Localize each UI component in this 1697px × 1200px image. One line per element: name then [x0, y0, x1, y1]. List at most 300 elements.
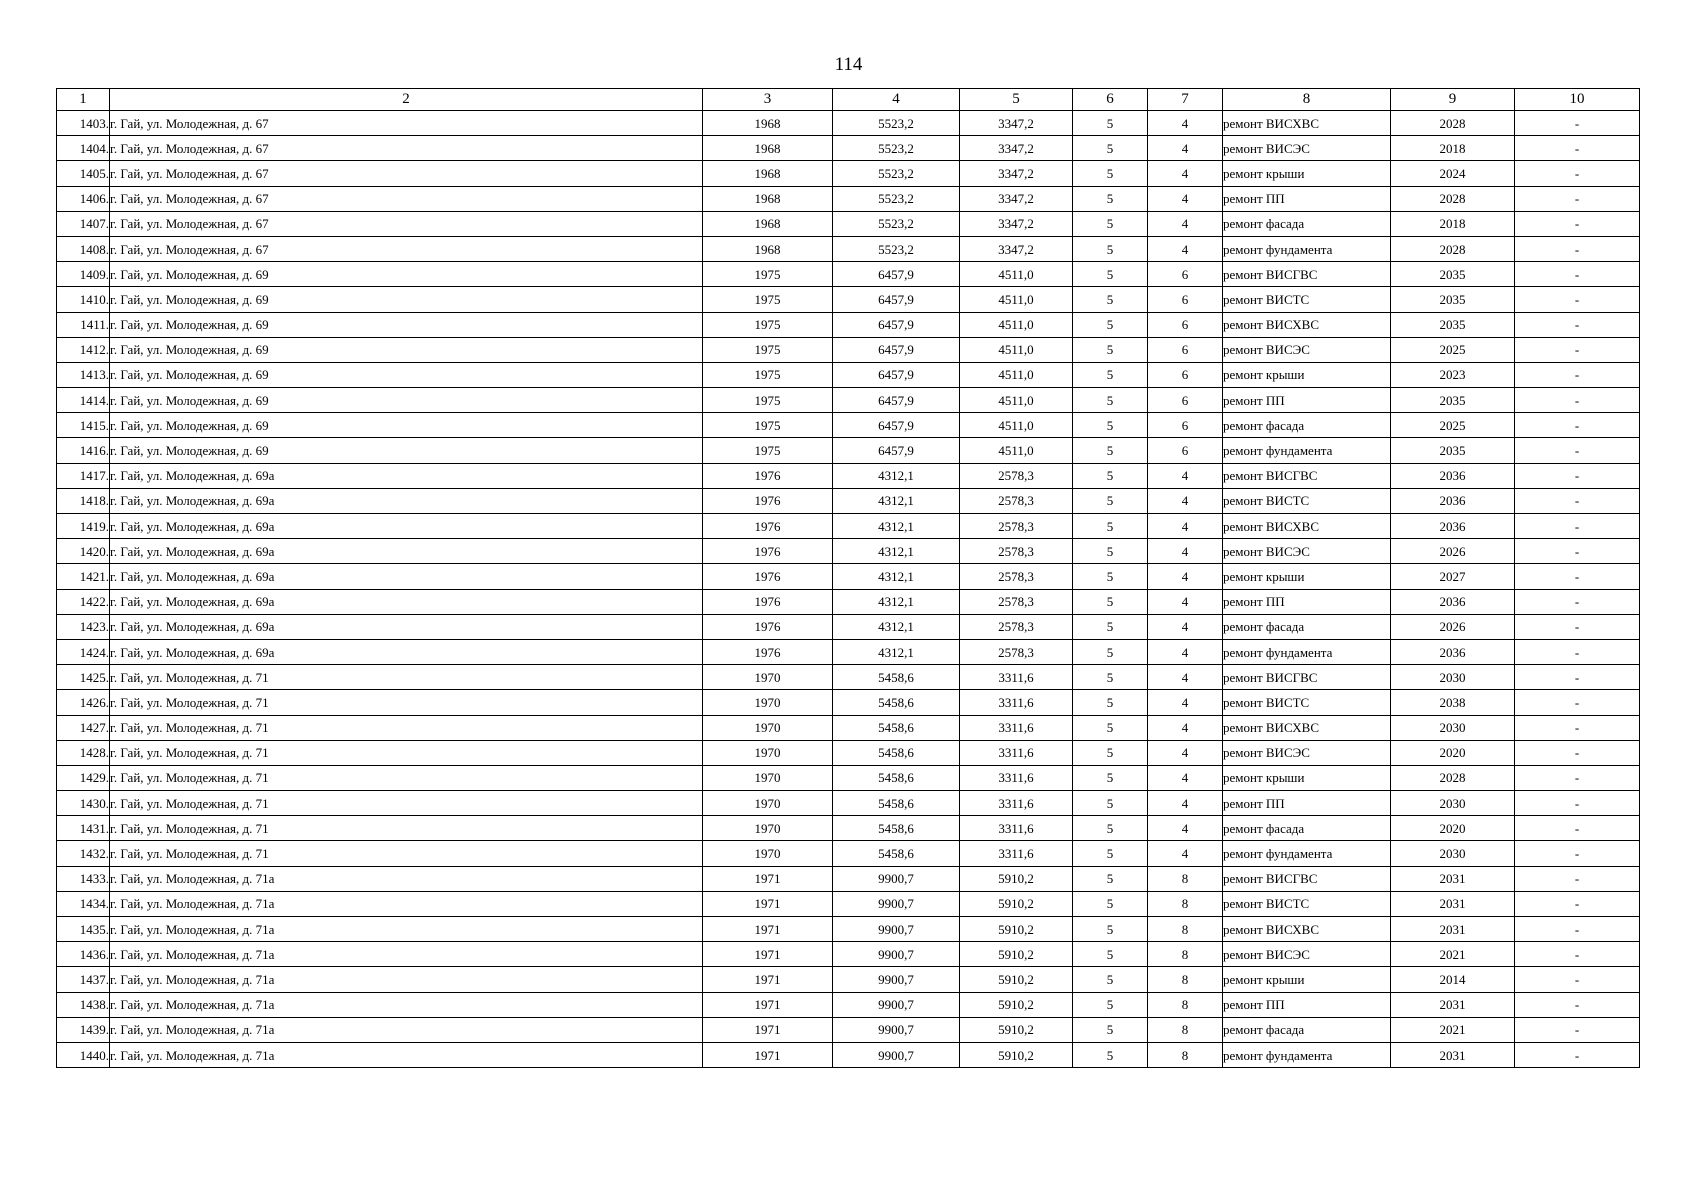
table-row [57, 362, 1640, 387]
cell-total-area: 9900,7 [833, 891, 960, 916]
cell-living-area: 3311,6 [960, 715, 1073, 740]
cell-address: г. Гай, ул. Молодежная, д. 69а [110, 488, 703, 513]
cell-work-type: ремонт крыши [1223, 161, 1391, 186]
cell-row-number: 1437. [57, 967, 110, 992]
cell-entrances: 8 [1148, 967, 1223, 992]
cell-address: г. Гай, ул. Молодежная, д. 71а [110, 1042, 703, 1067]
cell-work-type: ремонт ВИСХВС [1223, 917, 1391, 942]
cell-note: - [1515, 891, 1640, 916]
cell-entrances: 4 [1148, 136, 1223, 161]
cell-row-number: 1426. [57, 690, 110, 715]
cell-row-number: 1407. [57, 211, 110, 236]
cell-entrances: 6 [1148, 362, 1223, 387]
cell-living-area: 5910,2 [960, 917, 1073, 942]
cell-living-area: 2578,3 [960, 539, 1073, 564]
cell-note: - [1515, 816, 1640, 841]
cell-address: г. Гай, ул. Молодежная, д. 67 [110, 186, 703, 211]
cell-address: г. Гай, ул. Молодежная, д. 67 [110, 136, 703, 161]
cell-floors: 5 [1073, 841, 1148, 866]
cell-total-area: 9900,7 [833, 866, 960, 891]
cell-entrances: 4 [1148, 715, 1223, 740]
cell-work-type: ремонт ВИСТС [1223, 287, 1391, 312]
cell-entrances: 8 [1148, 1017, 1223, 1042]
cell-living-area: 2578,3 [960, 589, 1073, 614]
cell-entrances: 4 [1148, 791, 1223, 816]
cell-row-number: 1434. [57, 891, 110, 916]
table-row [57, 816, 1640, 841]
cell-floors: 5 [1073, 1042, 1148, 1067]
cell-work-type: ремонт крыши [1223, 564, 1391, 589]
cell-work-type: ремонт крыши [1223, 362, 1391, 387]
cell-row-number: 1413. [57, 362, 110, 387]
repair-schedule-table [56, 88, 1640, 1068]
cell-entrances: 4 [1148, 236, 1223, 261]
cell-year-built: 1970 [703, 690, 833, 715]
cell-address: г. Гай, ул. Молодежная, д. 71а [110, 942, 703, 967]
cell-row-number: 1421. [57, 564, 110, 589]
cell-address: г. Гай, ул. Молодежная, д. 71 [110, 740, 703, 765]
cell-note: - [1515, 841, 1640, 866]
cell-row-number: 1425. [57, 665, 110, 690]
cell-row-number: 1430. [57, 791, 110, 816]
cell-work-type: ремонт ВИСЭС [1223, 740, 1391, 765]
cell-address: г. Гай, ул. Молодежная, д. 71 [110, 791, 703, 816]
cell-work-type: ремонт ВИСХВС [1223, 514, 1391, 539]
cell-living-area: 3347,2 [960, 211, 1073, 236]
cell-row-number: 1410. [57, 287, 110, 312]
table-row [57, 765, 1640, 790]
cell-row-number: 1435. [57, 917, 110, 942]
cell-note: - [1515, 967, 1640, 992]
cell-total-area: 4312,1 [833, 488, 960, 513]
cell-entrances: 8 [1148, 942, 1223, 967]
cell-address: г. Гай, ул. Молодежная, д. 71 [110, 715, 703, 740]
cell-total-area: 5523,2 [833, 136, 960, 161]
cell-living-area: 3311,6 [960, 665, 1073, 690]
cell-address: г. Гай, ул. Молодежная, д. 69а [110, 564, 703, 589]
cell-year-built: 1968 [703, 161, 833, 186]
column-header-9: 9 [1391, 89, 1515, 111]
cell-floors: 5 [1073, 161, 1148, 186]
cell-work-type: ремонт фундамента [1223, 438, 1391, 463]
cell-note: - [1515, 791, 1640, 816]
cell-entrances: 8 [1148, 866, 1223, 891]
cell-address: г. Гай, ул. Молодежная, д. 69 [110, 262, 703, 287]
cell-planned-year: 2031 [1391, 1042, 1515, 1067]
cell-note: - [1515, 765, 1640, 790]
cell-floors: 5 [1073, 614, 1148, 639]
cell-note: - [1515, 211, 1640, 236]
table-row [57, 891, 1640, 916]
cell-note: - [1515, 514, 1640, 539]
table-row [57, 337, 1640, 362]
cell-note: - [1515, 388, 1640, 413]
cell-note: - [1515, 236, 1640, 261]
cell-planned-year: 2030 [1391, 791, 1515, 816]
table-row [57, 1017, 1640, 1042]
cell-year-built: 1968 [703, 211, 833, 236]
cell-living-area: 5910,2 [960, 967, 1073, 992]
cell-year-built: 1968 [703, 111, 833, 136]
cell-year-built: 1970 [703, 665, 833, 690]
cell-planned-year: 2018 [1391, 211, 1515, 236]
cell-note: - [1515, 438, 1640, 463]
cell-total-area: 5458,6 [833, 740, 960, 765]
cell-entrances: 4 [1148, 111, 1223, 136]
cell-living-area: 3347,2 [960, 186, 1073, 211]
cell-work-type: ремонт ПП [1223, 791, 1391, 816]
cell-floors: 5 [1073, 1017, 1148, 1042]
cell-entrances: 6 [1148, 438, 1223, 463]
cell-planned-year: 2026 [1391, 614, 1515, 639]
cell-total-area: 4312,1 [833, 639, 960, 664]
cell-work-type: ремонт крыши [1223, 765, 1391, 790]
cell-note: - [1515, 690, 1640, 715]
cell-address: г. Гай, ул. Молодежная, д. 69 [110, 388, 703, 413]
cell-living-area: 4511,0 [960, 287, 1073, 312]
cell-row-number: 1412. [57, 337, 110, 362]
cell-address: г. Гай, ул. Молодежная, д. 69 [110, 438, 703, 463]
cell-row-number: 1418. [57, 488, 110, 513]
cell-floors: 5 [1073, 690, 1148, 715]
cell-total-area: 9900,7 [833, 1017, 960, 1042]
cell-row-number: 1403. [57, 111, 110, 136]
cell-year-built: 1970 [703, 841, 833, 866]
cell-note: - [1515, 488, 1640, 513]
cell-floors: 5 [1073, 111, 1148, 136]
cell-note: - [1515, 337, 1640, 362]
cell-total-area: 9900,7 [833, 992, 960, 1017]
cell-living-area: 4511,0 [960, 413, 1073, 438]
cell-living-area: 2578,3 [960, 614, 1073, 639]
cell-work-type: ремонт ВИСЭС [1223, 136, 1391, 161]
cell-living-area: 2578,3 [960, 488, 1073, 513]
table-row [57, 211, 1640, 236]
cell-note: - [1515, 413, 1640, 438]
cell-note: - [1515, 564, 1640, 589]
cell-work-type: ремонт ВИСЭС [1223, 942, 1391, 967]
cell-note: - [1515, 992, 1640, 1017]
table-row [57, 488, 1640, 513]
cell-planned-year: 2031 [1391, 866, 1515, 891]
cell-entrances: 6 [1148, 262, 1223, 287]
cell-floors: 5 [1073, 362, 1148, 387]
cell-living-area: 4511,0 [960, 312, 1073, 337]
cell-row-number: 1422. [57, 589, 110, 614]
cell-planned-year: 2024 [1391, 161, 1515, 186]
cell-planned-year: 2027 [1391, 564, 1515, 589]
cell-planned-year: 2036 [1391, 488, 1515, 513]
cell-floors: 5 [1073, 917, 1148, 942]
table-row [57, 136, 1640, 161]
cell-address: г. Гай, ул. Молодежная, д. 69 [110, 287, 703, 312]
cell-total-area: 5523,2 [833, 161, 960, 186]
cell-note: - [1515, 111, 1640, 136]
cell-note: - [1515, 312, 1640, 337]
cell-note: - [1515, 186, 1640, 211]
cell-year-built: 1970 [703, 740, 833, 765]
cell-total-area: 6457,9 [833, 413, 960, 438]
cell-planned-year: 2020 [1391, 740, 1515, 765]
cell-living-area: 4511,0 [960, 388, 1073, 413]
cell-total-area: 5458,6 [833, 791, 960, 816]
cell-work-type: ремонт ВИСТС [1223, 891, 1391, 916]
cell-year-built: 1976 [703, 639, 833, 664]
table-row [57, 690, 1640, 715]
cell-year-built: 1970 [703, 765, 833, 790]
cell-year-built: 1971 [703, 992, 833, 1017]
cell-planned-year: 2036 [1391, 463, 1515, 488]
page-number: 114 [834, 54, 863, 75]
cell-living-area: 3311,6 [960, 740, 1073, 765]
table-row [57, 992, 1640, 1017]
cell-address: г. Гай, ул. Молодежная, д. 69 [110, 337, 703, 362]
cell-address: г. Гай, ул. Молодежная, д. 71а [110, 967, 703, 992]
cell-entrances: 4 [1148, 841, 1223, 866]
table-row [57, 665, 1640, 690]
cell-note: - [1515, 136, 1640, 161]
cell-year-built: 1968 [703, 236, 833, 261]
table-row [57, 740, 1640, 765]
cell-entrances: 4 [1148, 816, 1223, 841]
cell-floors: 5 [1073, 438, 1148, 463]
cell-living-area: 2578,3 [960, 514, 1073, 539]
cell-work-type: ремонт фасада [1223, 614, 1391, 639]
cell-planned-year: 2014 [1391, 967, 1515, 992]
cell-planned-year: 2028 [1391, 236, 1515, 261]
table-row [57, 967, 1640, 992]
cell-entrances: 6 [1148, 312, 1223, 337]
cell-floors: 5 [1073, 891, 1148, 916]
cell-total-area: 6457,9 [833, 312, 960, 337]
cell-note: - [1515, 740, 1640, 765]
cell-total-area: 5458,6 [833, 690, 960, 715]
cell-total-area: 5523,2 [833, 111, 960, 136]
cell-entrances: 4 [1148, 161, 1223, 186]
cell-note: - [1515, 262, 1640, 287]
cell-living-area: 5910,2 [960, 992, 1073, 1017]
cell-planned-year: 2036 [1391, 639, 1515, 664]
cell-note: - [1515, 161, 1640, 186]
cell-floors: 5 [1073, 740, 1148, 765]
cell-planned-year: 2028 [1391, 111, 1515, 136]
cell-row-number: 1428. [57, 740, 110, 765]
cell-planned-year: 2031 [1391, 891, 1515, 916]
cell-note: - [1515, 665, 1640, 690]
cell-living-area: 3311,6 [960, 765, 1073, 790]
cell-entrances: 4 [1148, 639, 1223, 664]
cell-total-area: 5523,2 [833, 186, 960, 211]
cell-entrances: 4 [1148, 589, 1223, 614]
cell-note: - [1515, 1042, 1640, 1067]
cell-floors: 5 [1073, 967, 1148, 992]
cell-floors: 5 [1073, 866, 1148, 891]
cell-total-area: 5458,6 [833, 816, 960, 841]
cell-total-area: 5523,2 [833, 236, 960, 261]
cell-planned-year: 2035 [1391, 388, 1515, 413]
cell-living-area: 2578,3 [960, 463, 1073, 488]
cell-work-type: ремонт ВИСХВС [1223, 111, 1391, 136]
table-row [57, 866, 1640, 891]
column-header-3: 3 [703, 89, 833, 111]
cell-entrances: 4 [1148, 514, 1223, 539]
cell-floors: 5 [1073, 211, 1148, 236]
cell-year-built: 1971 [703, 917, 833, 942]
cell-planned-year: 2035 [1391, 438, 1515, 463]
cell-address: г. Гай, ул. Молодежная, д. 71а [110, 917, 703, 942]
cell-living-area: 5910,2 [960, 891, 1073, 916]
cell-year-built: 1970 [703, 791, 833, 816]
cell-floors: 5 [1073, 488, 1148, 513]
table-row [57, 312, 1640, 337]
cell-note: - [1515, 639, 1640, 664]
cell-year-built: 1976 [703, 488, 833, 513]
cell-work-type: ремонт фасада [1223, 1017, 1391, 1042]
table-row [57, 539, 1640, 564]
cell-entrances: 4 [1148, 211, 1223, 236]
cell-entrances: 4 [1148, 740, 1223, 765]
cell-work-type: ремонт ВИСЭС [1223, 539, 1391, 564]
cell-year-built: 1971 [703, 866, 833, 891]
cell-address: г. Гай, ул. Молодежная, д. 71 [110, 690, 703, 715]
cell-living-area: 5910,2 [960, 1017, 1073, 1042]
cell-planned-year: 2020 [1391, 816, 1515, 841]
table-row [57, 438, 1640, 463]
column-header-7: 7 [1148, 89, 1223, 111]
cell-entrances: 4 [1148, 690, 1223, 715]
cell-floors: 5 [1073, 287, 1148, 312]
cell-total-area: 4312,1 [833, 614, 960, 639]
cell-entrances: 4 [1148, 614, 1223, 639]
cell-total-area: 5523,2 [833, 211, 960, 236]
cell-floors: 5 [1073, 639, 1148, 664]
cell-planned-year: 2028 [1391, 186, 1515, 211]
cell-row-number: 1405. [57, 161, 110, 186]
cell-total-area: 6457,9 [833, 337, 960, 362]
cell-year-built: 1968 [703, 136, 833, 161]
cell-living-area: 5910,2 [960, 866, 1073, 891]
column-header-2: 2 [110, 89, 703, 111]
cell-year-built: 1975 [703, 438, 833, 463]
cell-living-area: 4511,0 [960, 337, 1073, 362]
cell-entrances: 6 [1148, 413, 1223, 438]
cell-row-number: 1419. [57, 514, 110, 539]
cell-work-type: ремонт ВИСТС [1223, 488, 1391, 513]
cell-year-built: 1975 [703, 262, 833, 287]
cell-total-area: 6457,9 [833, 388, 960, 413]
cell-year-built: 1975 [703, 413, 833, 438]
cell-floors: 5 [1073, 186, 1148, 211]
cell-planned-year: 2030 [1391, 841, 1515, 866]
cell-row-number: 1432. [57, 841, 110, 866]
cell-address: г. Гай, ул. Молодежная, д. 69а [110, 589, 703, 614]
cell-year-built: 1975 [703, 312, 833, 337]
cell-year-built: 1976 [703, 564, 833, 589]
cell-living-area: 2578,3 [960, 639, 1073, 664]
column-header-10: 10 [1515, 89, 1640, 111]
cell-address: г. Гай, ул. Молодежная, д. 67 [110, 111, 703, 136]
table-row [57, 236, 1640, 261]
cell-planned-year: 2035 [1391, 262, 1515, 287]
cell-total-area: 9900,7 [833, 942, 960, 967]
cell-address: г. Гай, ул. Молодежная, д. 71 [110, 765, 703, 790]
cell-floors: 5 [1073, 312, 1148, 337]
cell-year-built: 1976 [703, 463, 833, 488]
cell-planned-year: 2031 [1391, 917, 1515, 942]
cell-year-built: 1975 [703, 362, 833, 387]
cell-entrances: 6 [1148, 388, 1223, 413]
cell-row-number: 1411. [57, 312, 110, 337]
cell-entrances: 4 [1148, 665, 1223, 690]
table-row [57, 514, 1640, 539]
cell-entrances: 8 [1148, 891, 1223, 916]
table-row [57, 262, 1640, 287]
cell-row-number: 1417. [57, 463, 110, 488]
cell-note: - [1515, 362, 1640, 387]
cell-floors: 5 [1073, 262, 1148, 287]
cell-floors: 5 [1073, 388, 1148, 413]
cell-living-area: 4511,0 [960, 438, 1073, 463]
table-row [57, 287, 1640, 312]
table-row [57, 388, 1640, 413]
cell-floors: 5 [1073, 136, 1148, 161]
cell-floors: 5 [1073, 942, 1148, 967]
cell-note: - [1515, 539, 1640, 564]
table-row [57, 161, 1640, 186]
cell-address: г. Гай, ул. Молодежная, д. 69а [110, 463, 703, 488]
cell-year-built: 1975 [703, 388, 833, 413]
cell-planned-year: 2035 [1391, 312, 1515, 337]
cell-total-area: 6457,9 [833, 438, 960, 463]
cell-entrances: 8 [1148, 992, 1223, 1017]
cell-living-area: 4511,0 [960, 362, 1073, 387]
cell-address: г. Гай, ул. Молодежная, д. 69 [110, 312, 703, 337]
table-row [57, 639, 1640, 664]
cell-floors: 5 [1073, 765, 1148, 790]
cell-row-number: 1414. [57, 388, 110, 413]
cell-row-number: 1409. [57, 262, 110, 287]
table-body [57, 111, 1640, 1068]
cell-planned-year: 2035 [1391, 287, 1515, 312]
cell-entrances: 4 [1148, 186, 1223, 211]
cell-note: - [1515, 942, 1640, 967]
cell-work-type: ремонт ПП [1223, 186, 1391, 211]
cell-row-number: 1406. [57, 186, 110, 211]
cell-floors: 5 [1073, 337, 1148, 362]
cell-work-type: ремонт ВИСТС [1223, 690, 1391, 715]
cell-year-built: 1976 [703, 539, 833, 564]
cell-total-area: 6457,9 [833, 362, 960, 387]
cell-living-area: 3311,6 [960, 841, 1073, 866]
cell-row-number: 1420. [57, 539, 110, 564]
cell-living-area: 3347,2 [960, 136, 1073, 161]
cell-address: г. Гай, ул. Молодежная, д. 71а [110, 891, 703, 916]
cell-planned-year: 2025 [1391, 413, 1515, 438]
cell-work-type: ремонт фасада [1223, 816, 1391, 841]
table-row [57, 614, 1640, 639]
cell-living-area: 3347,2 [960, 111, 1073, 136]
cell-work-type: ремонт ВИСЭС [1223, 337, 1391, 362]
cell-work-type: ремонт ПП [1223, 388, 1391, 413]
cell-row-number: 1438. [57, 992, 110, 1017]
cell-work-type: ремонт фасада [1223, 211, 1391, 236]
table-row [57, 1042, 1640, 1067]
cell-total-area: 5458,6 [833, 665, 960, 690]
cell-address: г. Гай, ул. Молодежная, д. 69а [110, 639, 703, 664]
table-row [57, 413, 1640, 438]
cell-entrances: 8 [1148, 917, 1223, 942]
column-header-1: 1 [57, 89, 110, 111]
